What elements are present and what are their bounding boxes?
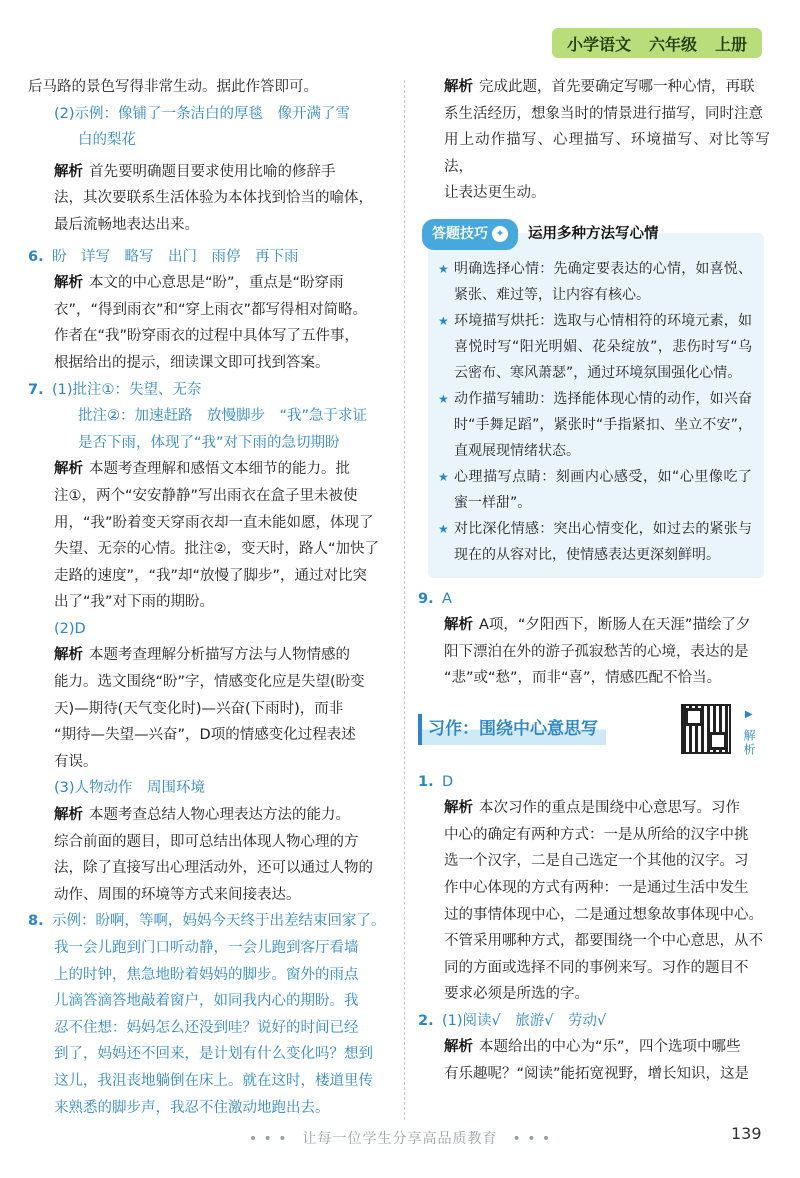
tip-item: 动作描写辅助：选择能体现心情的动作，如兴奋时“手舞足蹈”，紧张时“手指紧扣、坐立不安”，直观展现情绪状态。 (454, 390, 752, 459)
text-line: 作中心体现的方式有两种：一是通过生活中发生 (444, 879, 749, 896)
text-line: 有误。 (54, 753, 98, 770)
analysis-tag: 解析 (54, 163, 83, 180)
star-icon: ★ (438, 469, 449, 484)
answer-line: 儿滴答滴答地敲着窗户，如同我内心的期盼。我 (54, 993, 359, 1010)
star-icon: ★ (438, 391, 449, 406)
tip-label-text: 答题技巧 (432, 225, 488, 242)
answer-line: 上的时钟，焦急地盼着妈妈的脚步。窗外的雨点 (54, 966, 359, 983)
answer-line: 示例：盼啊，等啊，妈妈今天终于出差结束回家了。 (52, 913, 386, 930)
text-line: 不管采用哪种方式，都要围绕一个中心意思，从不 (444, 933, 763, 950)
text-line: 综合前面的题目，即可总结出体现人物心理的方 (54, 833, 359, 850)
tip-item: 明确选择心情：先确定要表达的心情，如喜悦、紧张、难过等，让内容有核心。 (454, 260, 752, 303)
text-line: “期待—失望—兴奋”，D项的情感变化过程表述 (54, 727, 356, 744)
text-line: “悲”或“愁”，而非“喜”，情感匹配不恰当。 (444, 670, 722, 687)
text-line: 能力。选文围绕“盼”字，情感变化应是失望(盼变 (54, 674, 365, 691)
page-number: 139 (731, 1124, 762, 1143)
tip-item: 对比深化情感：突出心情变化，如过去的紧张与现在的从容对比，使情感表达更深刻鲜明。 (454, 520, 752, 563)
question-number: 8. (28, 913, 44, 930)
text-line: 过的事情体现中心，二是通过想象故事体现中心。 (444, 906, 763, 923)
answer-line: 来熟悉的脚步声，我忍不住激动地跑出去。 (54, 1099, 330, 1116)
analysis-tag: 解析 (444, 79, 473, 95)
answer-line: (2)D (54, 620, 86, 637)
qr-label: 解析 (742, 728, 756, 757)
lightbulb-icon: ✦ (492, 226, 508, 242)
answer-line: 批注②：加速赶路 放慢脚步 “我”急于求证 (78, 408, 368, 425)
grade: 六年级 (648, 34, 697, 54)
section-title: 习作：围绕中心意思写 (418, 714, 606, 745)
text-line: 本题考查理解分析描写方法与人物情感的 (89, 647, 350, 664)
question-number: 2. (418, 1012, 434, 1029)
text-line: 用上动作描写、心理描写、环境描写、对比等写法， (444, 132, 770, 175)
section-header (418, 702, 770, 757)
header-badge (552, 28, 762, 58)
star-icon: ★ (438, 313, 449, 328)
answer-line: (1)批注①：失望、无奈 (52, 381, 202, 398)
text-line: 完成此题，首先要确定写哪一种心情，再联 (479, 79, 755, 95)
answer-line: (1)阅读√ 旅游√ 劳动√ (442, 1012, 607, 1029)
text-line: 本题考查总结人物心理表达方法的能力。 (89, 807, 350, 824)
analysis-tag: 解析 (54, 647, 83, 664)
tip-item: 环境描写烘托：选取与心情相符的环境元素，如喜悦时写“阳光明媚、花朵绽放”，悲伤时写“乌云密布、寒风萧瑟”，通过环境氛围强化心情。 (454, 312, 752, 381)
star-icon: ★ (438, 261, 449, 276)
tip-box (428, 225, 764, 578)
text-line: 同的方面或选择不同的事例来写。习作的题目不 (444, 959, 749, 976)
analysis-tag: 解析 (54, 461, 83, 478)
text-line: 本文的中心意思是“盼”，重点是“盼穿雨 (89, 275, 344, 292)
answer-line: (2)示例：像铺了一条洁白的厚毯 像开满了雪 (54, 105, 351, 122)
text-line: 最后流畅地表达出来。 (54, 216, 199, 233)
question-number: 9. (418, 590, 434, 607)
column-divider (404, 80, 405, 1120)
text-line: A项，“夕阳西下，断肠人在天涯”描绘了夕 (479, 617, 751, 634)
text-line: 本次习作的重点是围绕中心意思写。习作 (479, 800, 740, 817)
answer-line: 到了，妈妈还不回来，是计划有什么变化吗？想到 (54, 1046, 373, 1063)
qr-code-icon[interactable] (681, 704, 731, 754)
text-line: 中心的确定有两种方式：一是从所给的汉字中挑 (444, 826, 749, 843)
text-line: 让表达更生动。 (444, 185, 546, 202)
tip-title: 运用多种方法写心情 (528, 225, 659, 242)
text-line: 失望、无奈的心情。批注②，变天时，路人“加快了 (54, 541, 380, 558)
text-line: 后马路的景色写得非常生动。据此作答即可。 (28, 79, 318, 95)
left-column (28, 74, 398, 1121)
volume: 上册 (715, 34, 748, 54)
text-line: 根据给出的提示，细读课文即可找到答案。 (54, 354, 330, 371)
answer-line: 这儿，我沮丧地躺倒在床上。就在这时，楼道里传 (54, 1072, 373, 1089)
text-line: 首先要明确题目要求使用比喻的修辞手 (89, 163, 336, 180)
answer-line: 我一会儿跑到门口听动静，一会儿跑到客厅看墙 (54, 940, 359, 956)
footer-slogan: • • • 让每一位学生分享高品质教育 • • • (248, 1131, 552, 1147)
question-number: 7. (28, 381, 44, 398)
text-line: 衣”，“得到雨衣”和“穿上雨衣”都写得相对简略。 (54, 301, 368, 318)
qr-code-block[interactable] (681, 702, 762, 757)
answer-line: 盼 详写 略写 出门 雨停 再下雨 (52, 248, 299, 265)
answer-line: 是否下雨，体现了“我”对下雨的急切期盼 (78, 434, 340, 451)
tip-item: 心理描写点睛：刻画内心感受，如“心里像吃了蜜一样甜”。 (454, 468, 752, 511)
text-line: 本题给出的中心为“乐”，四个选项中哪些 (479, 1039, 741, 1056)
text-line: 本题考查理解和感悟文本细节的能力。批 (89, 461, 350, 478)
analysis-tag: 解析 (444, 800, 473, 817)
text-line: 系生活经历，想象当时的情景进行描写，同时注意 (444, 105, 763, 122)
text-line: 法，除了直接写出心理活动外，还可以通过人物的 (54, 860, 373, 877)
question-number: 6. (28, 248, 44, 265)
analysis-tag: 解析 (444, 617, 473, 634)
analysis-tag: 解析 (444, 1039, 473, 1056)
text-line: 天)—期待(天气变化时)—兴奋(下雨时)，而非 (54, 700, 344, 717)
text-line: 动作、周围的环境等方式来间接表达。 (54, 886, 301, 903)
text-line: 用，“我”盼着变天穿雨衣却一直未能如愿，体现了 (54, 514, 374, 531)
text-line: 注①，两个“安安静静”写出雨衣在盒子里未被使 (54, 487, 358, 504)
play-icon: ▶ (744, 708, 753, 720)
subject: 小学语文 (566, 34, 631, 54)
text-line: 作者在“我”盼穿雨衣的过程中具体写了五件事， (54, 328, 360, 345)
answer-line: 白的梨花 (78, 132, 136, 149)
analysis-tag: 解析 (54, 275, 83, 292)
star-icon: ★ (438, 521, 449, 536)
text-line: 走路的速度”，“我”却“放慢了脚步”，通过对比突 (54, 567, 368, 584)
text-line: 阳下漂泊在外的游子孤寂愁苦的心境，表达的是 (444, 643, 749, 660)
question-number: 1. (418, 773, 434, 790)
text-line: 要求必须是所选的字。 (444, 986, 589, 1003)
text-line: 选一个汉字，二是自己选定一个其他的汉字。习 (444, 853, 749, 870)
text-line: 法，其次要联系生活体验为本体找到恰当的喻体， (54, 190, 373, 207)
answer-line: (3)人物动作 周围环境 (54, 780, 206, 797)
text-line: 出了“我”对下雨的期盼。 (54, 594, 215, 611)
answer-line: 忍不住想：妈妈怎么还没到哇？说好的时间已经 (54, 1019, 359, 1036)
right-column (418, 74, 770, 1088)
answer-line: D (442, 773, 454, 790)
text-line: 有乐趣呢？“阅读”能拓宽视野，增长知识，这是 (444, 1066, 750, 1083)
tip-label (422, 219, 518, 250)
analysis-tag: 解析 (54, 807, 83, 824)
answer-line: A (442, 590, 452, 607)
